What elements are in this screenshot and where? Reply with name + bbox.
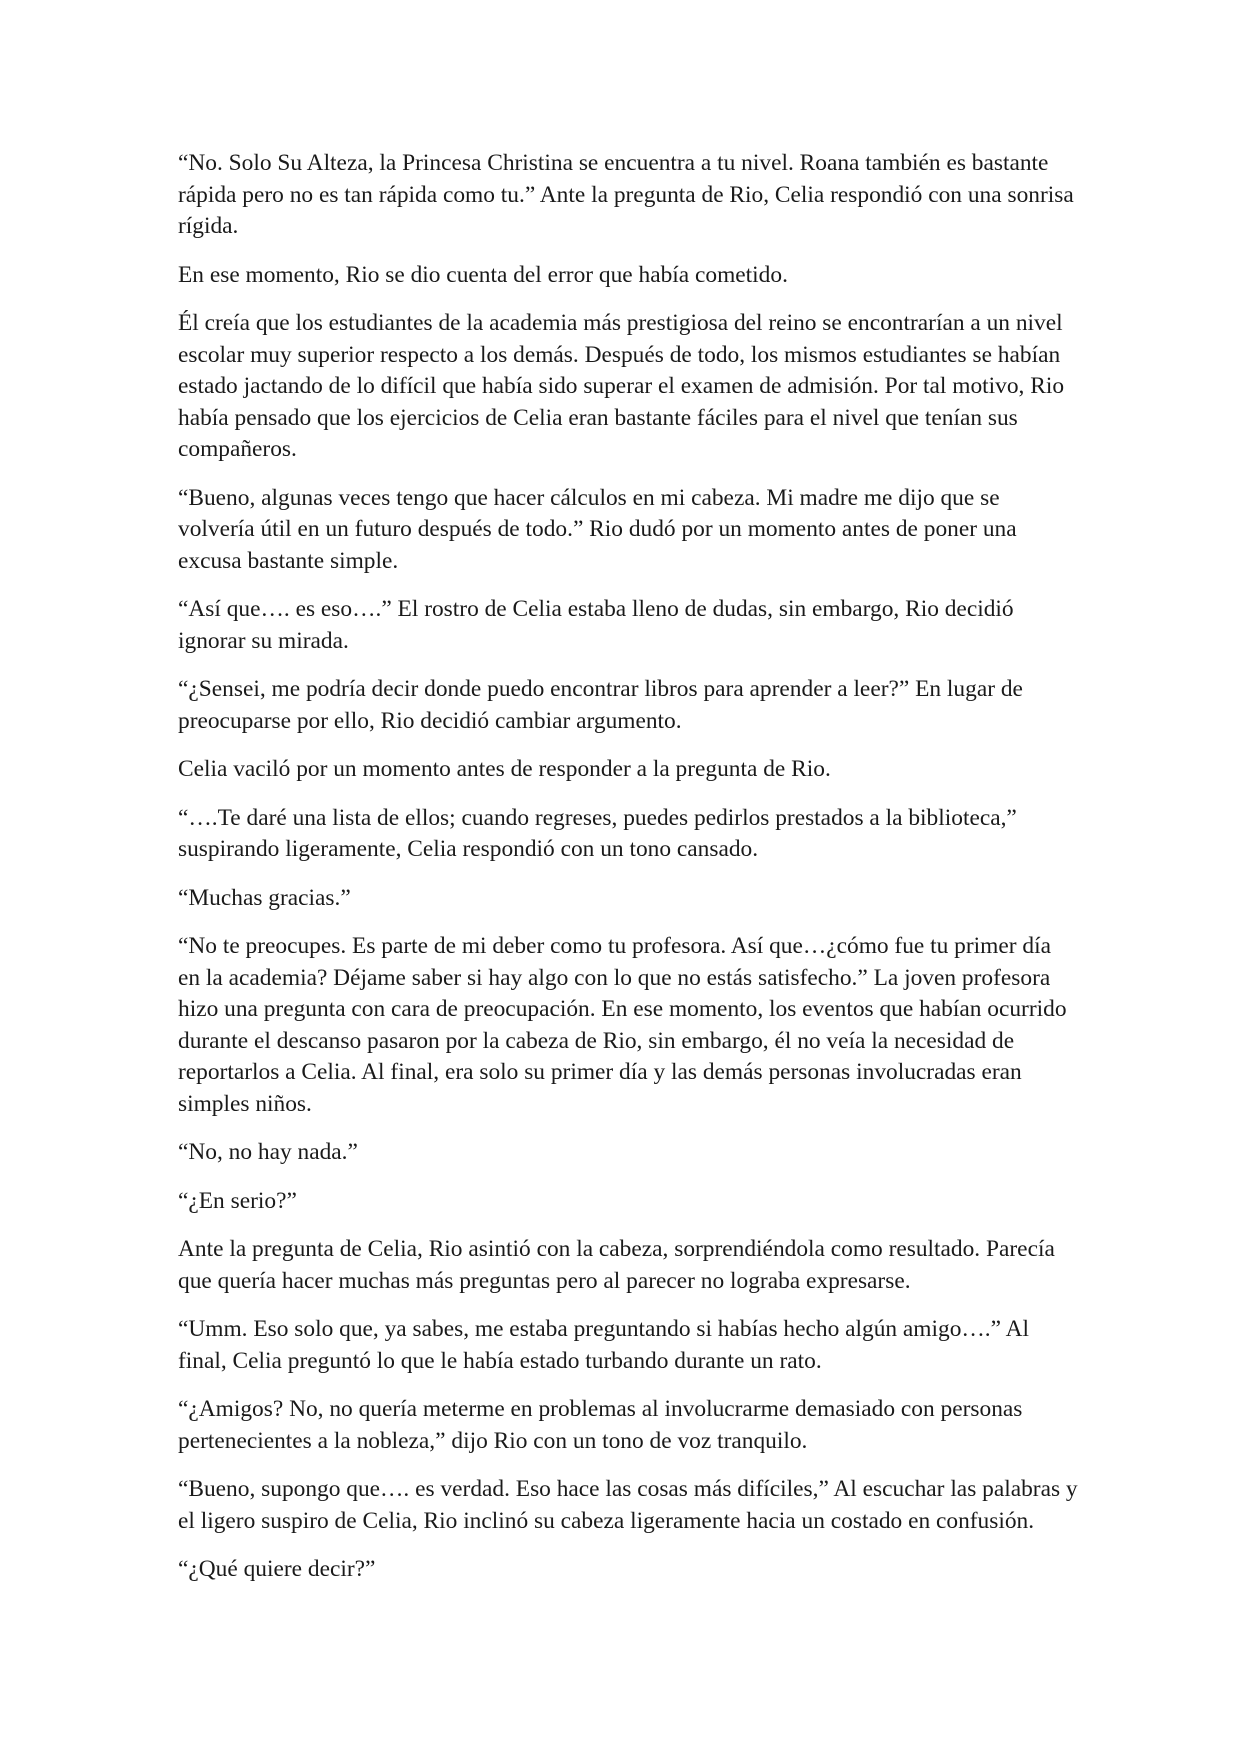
paragraph: Él creía que los estudiantes de la academia más prestigiosa del reino se encontrarían a un nivel escolar muy superior respecto a los demás. Después de todo, los mismos estudiantes se habían estado jactando de lo difícil que había sido superar el examen de admisión. Por tal motivo, Rio había pensado que los ejercicios de Celia eran bastante fáciles para el nivel que tenían sus compañeros. [178,310,1065,462]
paragraph: En ese momento, Rio se dio cuenta del error que había cometido. [178,261,788,288]
paragraph: “Así que…. es eso….” El rostro de Celia estaba lleno de dudas, sin embargo, Rio decidió ignorar su mirada. [178,596,1014,654]
paragraph: Celia vaciló por un momento antes de responder a la pregunta de Rio. [178,756,831,782]
paragraph: “¿En serio?” [178,1187,297,1214]
paragraph: Ante la pregunta de Celia, Rio asintió con la cabeza, sorprendiéndola como resultado. Parecía que quería hacer muchas más preguntas pero al parecer no lograba expresarse. [178,1236,1055,1294]
document-page [178,148,1078,1603]
paragraph: “Muchas gracias.” [178,884,351,911]
paragraph: “¿Qué quiere decir?” [178,1556,376,1582]
paragraph: “Bueno, algunas veces tengo que hacer cálculos en mi cabeza. Mi madre me dijo que se volvería útil en un futuro después de todo.” Rio dudó por un momento antes de poner una excusa bastante simple. [178,484,1017,574]
paragraph: “Umm. Eso solo que, ya sabes, me estaba preguntando si habías hecho algún amigo….” Al final, Celia preguntó lo que le había estado turbando durante un rato. [178,1316,1029,1374]
paragraph: “¿Amigos? No, no quería meterme en problemas al involucrarme demasiado con personas pertenecientes a la nobleza,” dijo Rio con un tono de voz tranquilo. [178,1396,1023,1454]
paragraph: “No, no hay nada.” [178,1139,358,1165]
paragraph: “¿Sensei, me podría decir donde puedo encontrar libros para aprender a leer?” En lugar de preocuparse por ello, Rio decidió cambiar argumento. [178,676,1023,734]
paragraph: “No te preocupes. Es parte de mi deber como tu profesora. Así que…¿cómo fue tu primer día en la academia? Déjame saber si hay algo con lo que no estás satisfecho.” La joven profesora hizo una pregunta con cara de preocupación. En ese momento, los eventos que habían ocurrido durante el descanso pasaron por la cabeza de Rio, sin embargo, él no veía la necesidad de reportarlos a Celia. Al final, era solo su primer día y las demás personas involucradas eran simples niños. [178,933,1067,1117]
paragraph: “Bueno, supongo que…. es verdad. Eso hace las cosas más difíciles,” Al escuchar las palabras y el ligero suspiro de Celia, Rio inclinó su cabeza ligeramente hacia un costado en confusión. [178,1476,1078,1534]
paragraph: “….Te daré una lista de ellos; cuando regreses, puedes pedirlos prestados a la biblioteca,” suspirando ligeramente, Celia respondió con un tono cansado. [178,804,1017,862]
paragraph: “No. Solo Su Alteza, la Princesa Christina se encuentra a tu nivel. Roana también es bastante rápida pero no es tan rápida como tu.” Ante la pregunta de Rio, Celia respondió con una sonrisa rígida. [178,150,1074,239]
